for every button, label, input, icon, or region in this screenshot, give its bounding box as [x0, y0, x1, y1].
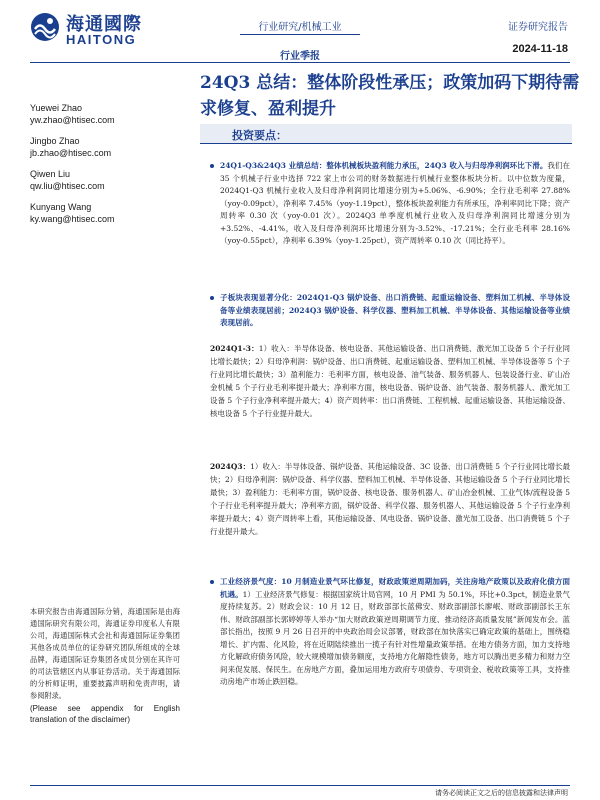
logo-english-name: HAITONG	[66, 32, 137, 47]
author-email[interactable]: yw.zhao@htisec.com	[30, 115, 115, 125]
footer-notice: 请务必阅读正文之后的信息披露和法律声明	[435, 789, 568, 797]
author-entry	[30, 201, 180, 225]
author-list	[30, 102, 180, 234]
disclaimer-chinese: 本研究报告由海通国际分销，海通国际是由海通国际研究有限公司，海通证券印度私人有限公司，海通国际株式会社和海通国际证券集团其他各成员单位的证券研究团队所组成的全球品牌，海通国际证券集团各成员分别在其许可的司法管辖区内从事证券活动。关于海通国际的分析师证明，重要披露声明和免责声明，请参阅附录。	[30, 607, 180, 700]
header-divider	[30, 62, 570, 63]
author-entry	[30, 102, 180, 126]
haitong-logo-mark-icon	[30, 12, 60, 42]
key-point-lead: 工业经济景气度：10 月制造业景气环比修复，财政政策逆周期加码，关注房地产政策以及政府化债方面机遇。	[220, 577, 570, 599]
key-point-paragraph	[210, 160, 570, 248]
section-title: 投资要点：	[232, 129, 287, 142]
author-email[interactable]: qw.liu@htisec.com	[30, 181, 105, 191]
q1q3-detail	[210, 342, 570, 420]
author-entry	[30, 135, 180, 159]
key-point-text: 我们在 35 个机械子行业中选择 722 家上市公司的财务数据进行机械行业整体板块分析。以中位数为度量，2024Q1-Q3 机械行业收入及归母净利润同比增速分别为+5.06%、-6.90%；全行业毛利率 27.88%（yoy-0.09pct），净利率 7.45%（yoy-1.19pct），整体板块盈利能力有所承压，净利率同比下降；资产周转率 0.30 次（yoy-0.01 次）。2024Q3 单季度机械行业收入及归母净利润同比增速分别为+3.52%、-4.41%，收入及归母净利润环比增速分别为-3.52%、-17.21%；全行业毛利率 28.16%（yoy-0.55pct），净利率 6.39%（yoy-1.25pct），资产周转率 0.10 次（同比持平）。	[220, 161, 570, 245]
footer-divider	[30, 785, 570, 786]
q3-detail	[210, 460, 570, 538]
author-email[interactable]: ky.wang@htisec.com	[30, 214, 115, 224]
author-name: Kunyang Wang	[30, 202, 92, 212]
key-point-text: 1）工业经济景气修复：根据国家统计局官网，10 月 PMI 为 50.1%，环比+0.3pct，制造业景气度持续复苏。2）财政会议：10 月 12 日，财政部部长蓝佛安、财政部副部长廖岷、财政部副部长王东伟、财政部副部长郭婷婷等人举办“加大财政政策逆周期调节力度、推动经济高质量发展”新闻发布会。蓝部长指出，按照 9 月 26 日召开的中央政治局会议部署，财政部在加快落实已确定政策的基础上，围绕稳增长、扩内需、化风险，将在近期陆续推出一揽子有针对性增量政策举措。在地方债务方面，加力支持地方化解政府债务风险，较大规模增加债务额度，支持地方化解隐性债务，地方可以腾出更多精力和财力空间来促发展、保民生。在房地产方面，叠加运用地方政府专项债券、专项资金、税收政策等工具，支持推动房地产市场止跌回稳。	[220, 589, 571, 686]
section-header-bar	[200, 124, 572, 144]
author-entry	[30, 168, 180, 192]
key-point-3	[210, 576, 570, 689]
q3-label: 2024Q3：	[210, 462, 251, 471]
q1q3-text: 1）收入：半导体设备、核电设备、其他运输设备、出口消费链、激光加工设备 5 个子行业同比增长最快；2）归母净利润：锅炉设备、出口消费链、起重运输设备、塑料加工机械、半导体设备等 5 个子行业同比增长最快；3）盈利能力：毛利率方面，核电设备、油气装备、服务机器人、包装设备行业、矿山冶金机械 5 个子行业毛利率提升最大；净利率方面，核电设备、锅炉设备、油气装备、服务机器人、激光加工设备 5 个子行业净利率提升最大；4）资产周转率：出口消费链、工程机械、起重运输设备、其他运输设备、核电设备 5 个子行业提升最大。	[210, 344, 570, 418]
key-point-lead: 子板块表现显著分化：2024Q1-Q3 锅炉设备、出口消费链、起重运输设备、塑料加工机械、半导体设备等业绩表现居前；2024Q3 锅炉设备、科学仪器、塑料加工机械、半导体设备、其他运输设备等业绩表现居前。	[220, 293, 570, 327]
logo-chinese-name: 海通國際	[66, 14, 142, 35]
q1q3-paragraph	[210, 342, 570, 420]
author-name: Yuewei Zhao	[30, 103, 83, 113]
category-divider	[240, 34, 360, 35]
q3-paragraph	[210, 460, 570, 538]
report-category-block	[240, 18, 360, 62]
report-header	[0, 0, 600, 62]
report-category: 行业研究/机械工业	[258, 22, 342, 33]
report-type: 行业季报	[280, 51, 320, 62]
key-point-lead: 24Q1-Q3&24Q3 业绩总结：整体机械板块盈利能力承压，24Q3 收入与归母净利润环比下滑。	[220, 161, 548, 170]
disclaimer-english: (Please see appendix for English translation of the disclaimer)	[30, 704, 180, 724]
report-meta-block	[508, 18, 568, 55]
author-email[interactable]: jb.zhao@htisec.com	[30, 148, 112, 158]
key-point-paragraph	[210, 292, 570, 330]
disclaimer	[30, 606, 180, 725]
report-date: 2024-11-18	[512, 43, 568, 55]
report-title: 24Q3 总结：整体阶段性承压；政策加码下期待需求修复、盈利提升	[200, 73, 580, 119]
key-point-1	[210, 160, 570, 248]
q1q3-label: 2024Q1-3：	[210, 344, 259, 353]
author-name: Jingbo Zhao	[30, 136, 80, 146]
key-point-paragraph	[210, 576, 570, 689]
q3-text: 1）收入：半导体设备、锅炉设备、其他运输设备、3C 设备、出口消费链 5 个子行业同比增长最快；2）归母净利润：锅炉设备、科学仪器、塑料加工机械、半导体设备、其他运输设备 5 个子行业同比增长最快；3）盈利能力：毛利率方面，锅炉设备、核电设备、服务机器人、矿山冶金机械、工业气体/流程设备 5 个子行业毛利率提升最大；净利率方面，锅炉设备、科学仪器、服务机器人、其他运输设备 5 个子行业净利率提升最大；4）资产周转率上看，其他运输设备、风电设备、锅炉设备、激光加工设备、出口消费链 5 个子行业提升最大。	[210, 462, 570, 536]
haitong-logo	[30, 8, 150, 54]
doc-label: 证券研究报告	[508, 22, 568, 33]
key-point-2	[210, 292, 570, 330]
author-name: Qiwen Liu	[30, 169, 71, 179]
